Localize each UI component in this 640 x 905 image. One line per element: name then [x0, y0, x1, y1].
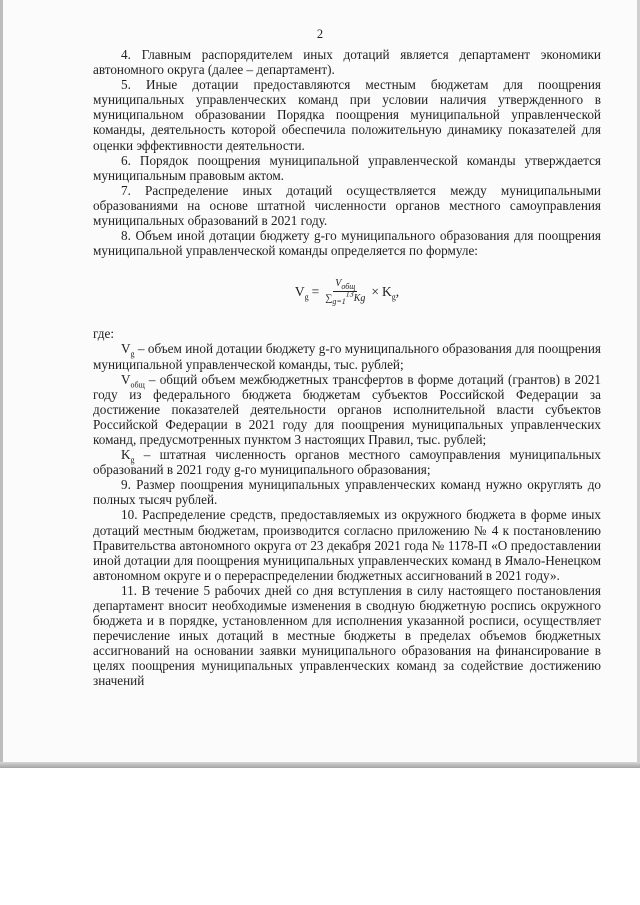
definition-vg: $V_g$ – объем иной дотации бюджету g-го муниципального образования для поощрения муниципальной управленческой команды, тыс. рублей; — [93, 341, 601, 372]
page-bottom-edge — [0, 762, 640, 768]
paragraph-11: 11. В течение 5 рабочих дней со дня вступления в силу настоящего постановления департамент вносит необходимые изменения в сводную бюджетную роспись окружного бюджета и в порядке, установленном для исполнения указанной росписи, осуществляет перечисление иных дотаций в местные бюджеты в пределах объемов бюджетных ассигнований на основании заявки муниципального образования на финансирование в целях поощрения муниципальных управленческих команд за содействие достижению значений — [93, 582, 601, 689]
formula-times: × — [371, 283, 380, 299]
formula-equals: = — [311, 283, 320, 299]
paragraph-10: 10. Распределение средств, предоставляемых из окружного бюджета в форме иных дотаций местным бюджетам, производится согласно приложению № 4 к постановлению Правительства автономного округа от 23 декабря 2021 года № 1178-П «О предоставлении иной дотации для поощрения муниципальных управленческих команд в Ямало-Ненецком автономном округе и о перераспределении бюджетных ассигнований в 2021 году». — [93, 507, 601, 583]
page-number: 2 — [316, 27, 324, 41]
formula-numerator: $V_{общ}$ — [335, 277, 356, 291]
formula-lhs: $V_g$ — [294, 283, 309, 302]
paragraph-9: 9. Размер поощрения муниципальных управленческих команд нужно округлять до полных тысяч рублей. — [93, 477, 601, 508]
paragraph-7: 7. Распределение иных дотаций осуществляется между муниципальными образованиями на основе штатной численности органов местного самоуправления муниципальных образований в 2021 году. — [93, 182, 601, 229]
paragraph-6: 6. Порядок поощрения муниципальной управленческой команды утверждается муниципальным правовым актом. — [93, 152, 601, 183]
document-body — [93, 47, 601, 689]
definition-kg: $K_g$ – штатная численность органов местного самоуправления муниципальных образований в 2021 году g-го муниципального образования; — [93, 447, 601, 478]
paragraph-4: 4. Главным распорядителем иных дотаций является департамент экономики автономного округа (далее – департамент). — [93, 47, 601, 78]
where-label: где: — [93, 326, 114, 342]
paragraph-8: 8. Объем иной дотации бюджету g-го муниципального образования для поощрения муниципальной управленческой команды определяется по формуле: — [93, 228, 601, 259]
allocation-formula — [93, 273, 601, 309]
page-left-edge — [0, 0, 3, 768]
formula-denominator: $\sum_{g=1}^{13}Kg$ — [325, 289, 366, 306]
formula-fraction — [325, 278, 365, 305]
formula-trailing-comma: , — [395, 283, 400, 299]
definition-vobshch: $V_{общ}$ – общий объем межбюджетных трансфертов в форме дотаций (грантов) в 2021 году из федерального бюджета бюджетам субъектов Российской Федерации за достижение показателей деятельности органов исполнительной власти субъектов Российской Федерации в 2021 году для поощрения муниципальных управленческих команд, предусмотренных пунктом 3 настоящих Правил, тыс. рублей; — [93, 371, 601, 447]
formula-rhs: $K_g$ — [382, 283, 396, 302]
paragraph-5: 5. Иные дотации предоставляются местным бюджетам для поощрения муниципальных управленческих команд при условии наличия утвержденного в муниципальном образовании Порядка поощрения муниципальной управленческой команды, деятельность которой обеспечила положительную динамику показателей для оценки эффективности деятельности. — [93, 77, 601, 153]
